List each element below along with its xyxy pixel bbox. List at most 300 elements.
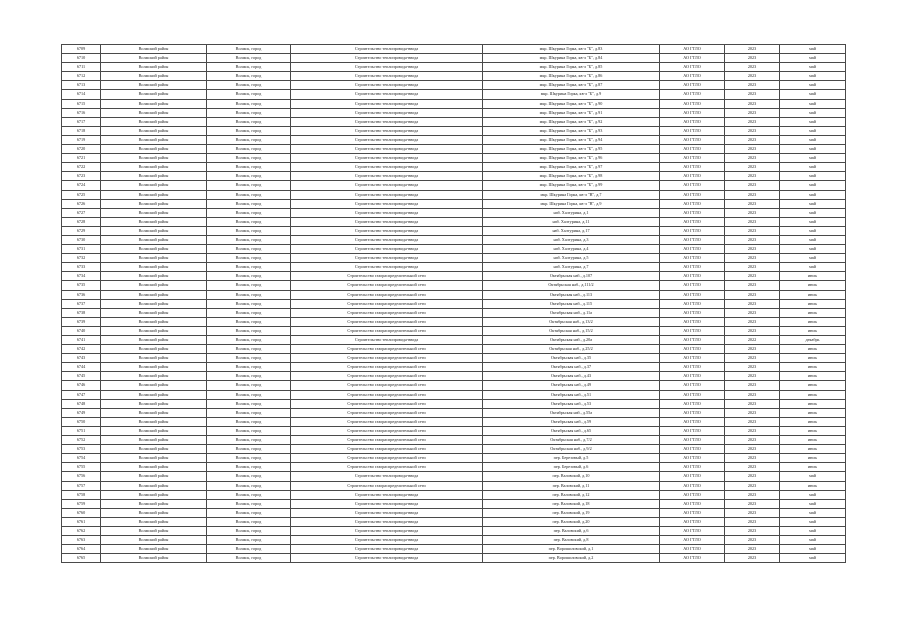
- district-cell: Волжский район: [101, 554, 207, 563]
- organization-cell: АО ГТЛО: [660, 508, 725, 517]
- work-type-cell: Строительство теплопровода-ввода: [291, 108, 483, 117]
- month-cell: июль: [780, 299, 846, 308]
- locality-cell: Волжск, город: [207, 199, 291, 208]
- year-cell: 2023: [725, 254, 780, 263]
- month-cell: июль: [780, 399, 846, 408]
- table-row: [62, 317, 846, 326]
- year-cell: 2023: [725, 172, 780, 181]
- month-cell: май: [780, 63, 846, 72]
- row-number-cell: 6733: [62, 263, 101, 272]
- organization-cell: АО ГТЛО: [660, 108, 725, 117]
- locality-cell: Волжск, город: [207, 554, 291, 563]
- table-row: [62, 272, 846, 281]
- month-cell: июль: [780, 445, 846, 454]
- year-cell: 2023: [725, 54, 780, 63]
- address-cell: Октябрьская наб., д.113: [483, 290, 660, 299]
- district-cell: Волжский район: [101, 126, 207, 135]
- address-cell: мкр. Шкурина Горка, кв-л "Б", д.85: [483, 63, 660, 72]
- table-row: [62, 554, 846, 563]
- work-type-cell: Строительство газораспределительной сети: [291, 481, 483, 490]
- address-cell: Октябрьская наб., д.43: [483, 372, 660, 381]
- work-type-cell: Строительство теплопровода-ввода: [291, 226, 483, 235]
- month-cell: июль: [780, 345, 846, 354]
- table-row: [62, 117, 846, 126]
- row-number-cell: 6730: [62, 235, 101, 244]
- address-cell: пер. Березовый, д.5: [483, 454, 660, 463]
- month-cell: май: [780, 263, 846, 272]
- table-row: [62, 235, 846, 244]
- row-number-cell: 6752: [62, 436, 101, 445]
- month-cell: май: [780, 554, 846, 563]
- table-row: [62, 472, 846, 481]
- row-number-cell: 6745: [62, 372, 101, 381]
- year-cell: 2023: [725, 390, 780, 399]
- address-cell: Октябрьская наб., д.37: [483, 363, 660, 372]
- data-table: [61, 44, 846, 563]
- row-number-cell: 6724: [62, 181, 101, 190]
- locality-cell: Волжск, город: [207, 381, 291, 390]
- organization-cell: АО ГТЛО: [660, 154, 725, 163]
- work-type-cell: Строительство газораспределительной сети: [291, 326, 483, 335]
- row-number-cell: 6762: [62, 526, 101, 535]
- year-cell: 2023: [725, 408, 780, 417]
- month-cell: май: [780, 117, 846, 126]
- year-cell: 2023: [725, 381, 780, 390]
- row-number-cell: 6721: [62, 154, 101, 163]
- district-cell: Волжский район: [101, 226, 207, 235]
- month-cell: июль: [780, 290, 846, 299]
- work-type-cell: Строительство теплопровода-ввода: [291, 545, 483, 554]
- work-type-cell: Строительство теплопровода-ввода: [291, 81, 483, 90]
- locality-cell: Волжск, город: [207, 54, 291, 63]
- locality-cell: Волжск, город: [207, 308, 291, 317]
- work-type-cell: Строительство газораспределительной сети: [291, 345, 483, 354]
- district-cell: Волжский район: [101, 372, 207, 381]
- address-cell: наб. Халтурина, д.11: [483, 217, 660, 226]
- row-number-cell: 6709: [62, 45, 101, 54]
- address-cell: Октябрьская наб., д.55а: [483, 408, 660, 417]
- district-cell: Волжский район: [101, 281, 207, 290]
- district-cell: Волжский район: [101, 108, 207, 117]
- work-type-cell: Строительство теплопровода-ввода: [291, 72, 483, 81]
- year-cell: 2023: [725, 499, 780, 508]
- organization-cell: АО ГТЛО: [660, 54, 725, 63]
- month-cell: май: [780, 145, 846, 154]
- locality-cell: Волжск, город: [207, 99, 291, 108]
- district-cell: Волжский район: [101, 217, 207, 226]
- row-number-cell: 6741: [62, 336, 101, 345]
- organization-cell: АО ГТЛО: [660, 263, 725, 272]
- work-type-cell: Строительство теплопровода-ввода: [291, 472, 483, 481]
- row-number-cell: 6718: [62, 126, 101, 135]
- organization-cell: АО ГТЛО: [660, 135, 725, 144]
- address-cell: Октябрьская наб., д.25/2: [483, 345, 660, 354]
- year-cell: 2023: [725, 135, 780, 144]
- table-row: [62, 72, 846, 81]
- address-cell: мкр. Шкурина Горка, кв-л "Б", д.86: [483, 72, 660, 81]
- table-row: [62, 99, 846, 108]
- district-cell: Волжский район: [101, 426, 207, 435]
- work-type-cell: Строительство теплопровода-ввода: [291, 154, 483, 163]
- table-row: [62, 499, 846, 508]
- district-cell: Волжский район: [101, 463, 207, 472]
- month-cell: май: [780, 517, 846, 526]
- district-cell: Волжский район: [101, 408, 207, 417]
- organization-cell: АО ГТЛО: [660, 336, 725, 345]
- locality-cell: Волжск, город: [207, 536, 291, 545]
- year-cell: 2023: [725, 235, 780, 244]
- organization-cell: АО ГТЛО: [660, 126, 725, 135]
- organization-cell: АО ГТЛО: [660, 517, 725, 526]
- locality-cell: Волжск, город: [207, 299, 291, 308]
- year-cell: 2023: [725, 526, 780, 535]
- work-type-cell: Строительство теплопровода-ввода: [291, 554, 483, 563]
- locality-cell: Волжск, город: [207, 45, 291, 54]
- district-cell: Волжский район: [101, 90, 207, 99]
- organization-cell: АО ГТЛО: [660, 208, 725, 217]
- organization-cell: АО ГТЛО: [660, 172, 725, 181]
- address-cell: наб. Халтурина, д.4: [483, 245, 660, 254]
- district-cell: Волжский район: [101, 417, 207, 426]
- locality-cell: Волжск, город: [207, 417, 291, 426]
- row-number-cell: 6719: [62, 135, 101, 144]
- table-row: [62, 126, 846, 135]
- table-row: [62, 190, 846, 199]
- address-cell: мкр. Шкурина Горка, кв-л "Б", д.99: [483, 181, 660, 190]
- address-cell: мкр. Шкурина Горка, кв-л "Б", д.94: [483, 135, 660, 144]
- table-row: [62, 181, 846, 190]
- district-cell: Волжский район: [101, 81, 207, 90]
- work-type-cell: Строительство газораспределительной сети: [291, 308, 483, 317]
- row-number-cell: 6760: [62, 508, 101, 517]
- locality-cell: Волжск, город: [207, 254, 291, 263]
- row-number-cell: 6750: [62, 417, 101, 426]
- row-number-cell: 6749: [62, 408, 101, 417]
- table-row: [62, 135, 846, 144]
- table-row: [62, 263, 846, 272]
- work-type-cell: Строительство газораспределительной сети: [291, 354, 483, 363]
- organization-cell: АО ГТЛО: [660, 163, 725, 172]
- month-cell: май: [780, 190, 846, 199]
- address-cell: мкр. Шкурина Горка, кв-л "Б", д.95: [483, 145, 660, 154]
- district-cell: Волжский район: [101, 526, 207, 535]
- district-cell: Волжский район: [101, 54, 207, 63]
- locality-cell: Волжск, город: [207, 72, 291, 81]
- month-cell: июль: [780, 463, 846, 472]
- month-cell: май: [780, 90, 846, 99]
- year-cell: 2023: [725, 299, 780, 308]
- month-cell: май: [780, 172, 846, 181]
- year-cell: 2023: [725, 508, 780, 517]
- locality-cell: Волжск, город: [207, 217, 291, 226]
- month-cell: май: [780, 499, 846, 508]
- locality-cell: Волжск, город: [207, 190, 291, 199]
- organization-cell: АО ГТЛО: [660, 63, 725, 72]
- locality-cell: Волжск, город: [207, 117, 291, 126]
- month-cell: июль: [780, 436, 846, 445]
- year-cell: 2023: [725, 554, 780, 563]
- month-cell: июль: [780, 363, 846, 372]
- work-type-cell: Строительство теплопровода-ввода: [291, 117, 483, 126]
- work-type-cell: Строительство теплопровода-ввода: [291, 208, 483, 217]
- month-cell: май: [780, 245, 846, 254]
- district-cell: Волжский район: [101, 436, 207, 445]
- row-number-cell: 6714: [62, 90, 101, 99]
- row-number-cell: 6755: [62, 463, 101, 472]
- locality-cell: Волжск, город: [207, 517, 291, 526]
- row-number-cell: 6764: [62, 545, 101, 554]
- table-row: [62, 454, 846, 463]
- locality-cell: Волжск, город: [207, 81, 291, 90]
- row-number-cell: 6727: [62, 208, 101, 217]
- organization-cell: АО ГТЛО: [660, 472, 725, 481]
- year-cell: 2023: [725, 536, 780, 545]
- work-type-cell: Строительство теплопровода-ввода: [291, 163, 483, 172]
- district-cell: Волжский район: [101, 336, 207, 345]
- district-cell: Волжский район: [101, 190, 207, 199]
- address-cell: Октябрьская наб., д.59: [483, 417, 660, 426]
- year-cell: 2023: [725, 99, 780, 108]
- district-cell: Волжский район: [101, 254, 207, 263]
- locality-cell: Волжск, город: [207, 208, 291, 217]
- work-type-cell: Строительство теплопровода-ввода: [291, 190, 483, 199]
- table-row: [62, 163, 846, 172]
- organization-cell: АО ГТЛО: [660, 545, 725, 554]
- organization-cell: АО ГТЛО: [660, 90, 725, 99]
- year-cell: 2023: [725, 281, 780, 290]
- year-cell: 2023: [725, 272, 780, 281]
- table-row: [62, 508, 846, 517]
- year-cell: 2023: [725, 545, 780, 554]
- row-number-cell: 6759: [62, 499, 101, 508]
- row-number-cell: 6712: [62, 72, 101, 81]
- table-body: [62, 45, 846, 563]
- month-cell: май: [780, 154, 846, 163]
- year-cell: 2023: [725, 208, 780, 217]
- locality-cell: Волжск, город: [207, 463, 291, 472]
- locality-cell: Волжск, город: [207, 326, 291, 335]
- row-number-cell: 6753: [62, 445, 101, 454]
- row-number-cell: 6758: [62, 490, 101, 499]
- table-row: [62, 436, 846, 445]
- organization-cell: АО ГТЛО: [660, 526, 725, 535]
- locality-cell: Волжск, город: [207, 526, 291, 535]
- work-type-cell: Строительство газораспределительной сети: [291, 390, 483, 399]
- locality-cell: Волжск, город: [207, 390, 291, 399]
- table-row: [62, 481, 846, 490]
- district-cell: Волжский район: [101, 272, 207, 281]
- district-cell: Волжский район: [101, 117, 207, 126]
- table-row: [62, 363, 846, 372]
- locality-cell: Волжск, город: [207, 481, 291, 490]
- district-cell: Волжский район: [101, 399, 207, 408]
- row-number-cell: 6728: [62, 217, 101, 226]
- table-row: [62, 345, 846, 354]
- table-row: [62, 308, 846, 317]
- organization-cell: АО ГТЛО: [660, 363, 725, 372]
- work-type-cell: Строительство газораспределительной сети: [291, 372, 483, 381]
- work-type-cell: Строительство теплопровода-ввода: [291, 508, 483, 517]
- month-cell: май: [780, 536, 846, 545]
- address-cell: Октябрьская наб., д.15/2: [483, 326, 660, 335]
- work-type-cell: Строительство теплопровода-ввода: [291, 490, 483, 499]
- locality-cell: Волжск, город: [207, 363, 291, 372]
- month-cell: май: [780, 490, 846, 499]
- work-type-cell: Строительство теплопровода-ввода: [291, 172, 483, 181]
- work-type-cell: Строительство теплопровода-ввода: [291, 99, 483, 108]
- row-number-cell: 6757: [62, 481, 101, 490]
- work-type-cell: Строительство теплопровода-ввода: [291, 145, 483, 154]
- address-cell: мкр. Шкурина Горка, кв-л "Б", д.93: [483, 126, 660, 135]
- locality-cell: Волжск, город: [207, 508, 291, 517]
- organization-cell: АО ГТЛО: [660, 99, 725, 108]
- year-cell: 2023: [725, 517, 780, 526]
- work-type-cell: Строительство газораспределительной сети: [291, 381, 483, 390]
- table-row: [62, 81, 846, 90]
- year-cell: 2023: [725, 263, 780, 272]
- month-cell: июль: [780, 426, 846, 435]
- locality-cell: Волжск, город: [207, 154, 291, 163]
- locality-cell: Волжск, город: [207, 145, 291, 154]
- row-number-cell: 6747: [62, 390, 101, 399]
- year-cell: 2023: [725, 363, 780, 372]
- locality-cell: Волжск, город: [207, 354, 291, 363]
- month-cell: май: [780, 545, 846, 554]
- table-row: [62, 45, 846, 54]
- address-cell: Октябрьская наб., д.13/2: [483, 317, 660, 326]
- work-type-cell: Строительство теплопровода-ввода: [291, 254, 483, 263]
- district-cell: Волжский район: [101, 45, 207, 54]
- month-cell: июль: [780, 454, 846, 463]
- year-cell: 2023: [725, 154, 780, 163]
- organization-cell: АО ГТЛО: [660, 117, 725, 126]
- row-number-cell: 6723: [62, 172, 101, 181]
- organization-cell: АО ГТЛО: [660, 190, 725, 199]
- row-number-cell: 6754: [62, 454, 101, 463]
- district-cell: Волжский район: [101, 517, 207, 526]
- district-cell: Волжский район: [101, 481, 207, 490]
- locality-cell: Волжск, город: [207, 90, 291, 99]
- table-row: [62, 517, 846, 526]
- table-row: [62, 254, 846, 263]
- locality-cell: Волжск, город: [207, 263, 291, 272]
- address-cell: Октябрьская наб., д.35: [483, 354, 660, 363]
- district-cell: Волжский район: [101, 472, 207, 481]
- address-cell: пер. Березовый, д.6: [483, 463, 660, 472]
- year-cell: 2023: [725, 117, 780, 126]
- year-cell: 2023: [725, 445, 780, 454]
- month-cell: май: [780, 135, 846, 144]
- month-cell: май: [780, 99, 846, 108]
- year-cell: 2023: [725, 163, 780, 172]
- locality-cell: Волжск, город: [207, 490, 291, 499]
- year-cell: 2023: [725, 63, 780, 72]
- locality-cell: Волжск, город: [207, 408, 291, 417]
- address-cell: мкр. Шкурина Горка, кв-л "Б", д.91: [483, 108, 660, 117]
- month-cell: май: [780, 54, 846, 63]
- year-cell: 2023: [725, 326, 780, 335]
- district-cell: Волжский район: [101, 154, 207, 163]
- year-cell: 2023: [725, 472, 780, 481]
- organization-cell: АО ГТЛО: [660, 454, 725, 463]
- organization-cell: АО ГТЛО: [660, 181, 725, 190]
- month-cell: май: [780, 226, 846, 235]
- district-cell: Волжский район: [101, 308, 207, 317]
- work-type-cell: Строительство газораспределительной сети: [291, 317, 483, 326]
- district-cell: Волжский район: [101, 145, 207, 154]
- work-type-cell: Строительство теплопровода-ввода: [291, 217, 483, 226]
- district-cell: Волжский район: [101, 208, 207, 217]
- organization-cell: АО ГТЛО: [660, 272, 725, 281]
- address-cell: наб. Халтурина, д.3: [483, 235, 660, 244]
- row-number-cell: 6740: [62, 326, 101, 335]
- district-cell: Волжский район: [101, 381, 207, 390]
- year-cell: 2023: [725, 181, 780, 190]
- district-cell: Волжский район: [101, 163, 207, 172]
- work-type-cell: Строительство теплопровода-ввода: [291, 517, 483, 526]
- organization-cell: АО ГТЛО: [660, 145, 725, 154]
- locality-cell: Волжск, город: [207, 472, 291, 481]
- year-cell: 2023: [725, 199, 780, 208]
- table-row: [62, 526, 846, 535]
- year-cell: 2023: [725, 454, 780, 463]
- table-row: [62, 536, 846, 545]
- address-cell: мкр. Шкурина Горка, кв-л "Б", д.98: [483, 172, 660, 181]
- locality-cell: Волжск, город: [207, 336, 291, 345]
- organization-cell: АО ГТЛО: [660, 81, 725, 90]
- district-cell: Волжский район: [101, 245, 207, 254]
- work-type-cell: Строительство теплопровода-ввода: [291, 235, 483, 244]
- month-cell: май: [780, 235, 846, 244]
- month-cell: июль: [780, 372, 846, 381]
- address-cell: мкр. Шкурина Горка, кв-л "Б", д.83: [483, 45, 660, 54]
- district-cell: Волжский район: [101, 72, 207, 81]
- address-cell: наб. Халтурина, д.7: [483, 263, 660, 272]
- work-type-cell: Строительство теплопровода-ввода: [291, 336, 483, 345]
- row-number-cell: 6729: [62, 226, 101, 235]
- table-row: [62, 290, 846, 299]
- organization-cell: АО ГТЛО: [660, 299, 725, 308]
- month-cell: июль: [780, 408, 846, 417]
- locality-cell: Волжск, город: [207, 290, 291, 299]
- year-cell: 2023: [725, 226, 780, 235]
- organization-cell: АО ГТЛО: [660, 254, 725, 263]
- table-row: [62, 417, 846, 426]
- month-cell: июль: [780, 481, 846, 490]
- month-cell: май: [780, 199, 846, 208]
- work-type-cell: Строительство газораспределительной сети: [291, 272, 483, 281]
- row-number-cell: 6735: [62, 281, 101, 290]
- row-number-cell: 6726: [62, 199, 101, 208]
- locality-cell: Волжск, город: [207, 235, 291, 244]
- month-cell: май: [780, 217, 846, 226]
- address-cell: Октябрьская наб., д.9/2: [483, 445, 660, 454]
- organization-cell: АО ГТЛО: [660, 281, 725, 290]
- address-cell: наб. Халтурина, д.5: [483, 254, 660, 263]
- locality-cell: Волжск, город: [207, 281, 291, 290]
- address-cell: Октябрьская наб., д.53: [483, 399, 660, 408]
- month-cell: июль: [780, 354, 846, 363]
- work-type-cell: Строительство газораспределительной сети: [291, 408, 483, 417]
- year-cell: 2023: [725, 90, 780, 99]
- organization-cell: АО ГТЛО: [660, 463, 725, 472]
- month-cell: май: [780, 254, 846, 263]
- month-cell: июль: [780, 326, 846, 335]
- address-cell: пер. Валовский, д.18: [483, 499, 660, 508]
- work-type-cell: Строительство теплопровода-ввода: [291, 245, 483, 254]
- organization-cell: АО ГТЛО: [660, 436, 725, 445]
- work-type-cell: Строительство теплопровода-ввода: [291, 135, 483, 144]
